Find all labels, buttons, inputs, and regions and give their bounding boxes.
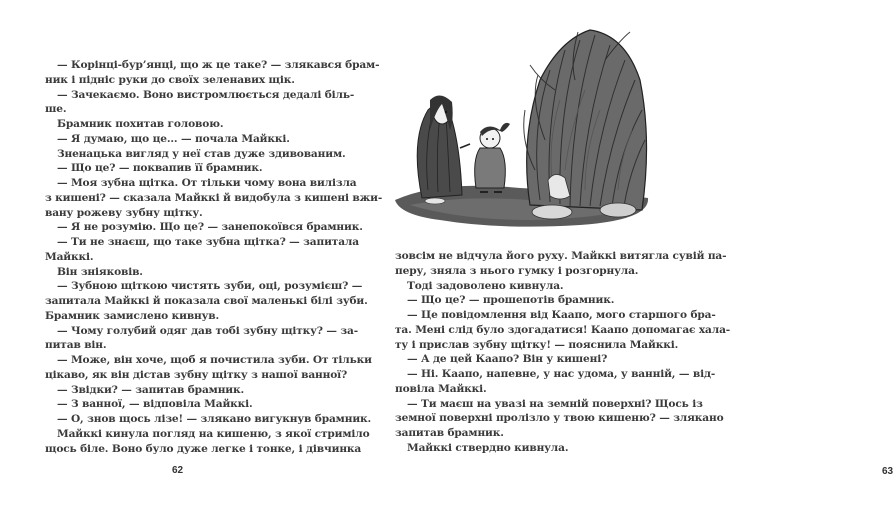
text-line: — Чому голубий одяг дав тобі зубну щітку? — за-: [57, 324, 358, 337]
text-line: — Що це? — поквапив її брамник.: [57, 162, 263, 175]
right-page-text: [395, 249, 731, 456]
illustration-gatekeeper-scene: [380, 20, 660, 235]
text-line: — Корінці-бур’янці, що ж це таке? — злякався брам-: [57, 59, 380, 71]
page-number-left: 62: [172, 465, 184, 476]
text-line: — З ванної, — відповіла Майккі.: [57, 398, 253, 411]
text-line: зовсім не відчула його руху. Майккі витягла сувій па-: [395, 250, 727, 262]
text-line: — Моя зубна щітка. От тільки чому вона вилізла: [57, 177, 357, 189]
text-line: запитала Майккі й показала свої маленькі білі зуби.: [45, 295, 368, 307]
text-line: Майккі кинула погляд на кишеню, з якої стриміло: [57, 427, 370, 440]
text-line: земної поверхні пролізло у твою кишеню? — злякано: [395, 412, 724, 425]
text-line: Зненацька вигляд у неї став дуже здивованим.: [57, 147, 346, 160]
text-line: Він зніяковів.: [57, 265, 143, 278]
text-line: — Це повідомлення від Каапо, мого старшого бра-: [407, 309, 716, 321]
text-line: — Ти маєш на увазі на земній поверхні? Щось із: [407, 397, 703, 410]
text-line: — О, знов щось лізе! — злякано вигукнув брамник.: [57, 413, 372, 425]
text-line: — Я думаю, що це... — почала Майккі.: [57, 132, 290, 145]
text-line: з кишені? — сказала Майккі й видобула з кишені вжи-: [45, 191, 383, 204]
illustration-image: [380, 20, 660, 235]
text-line: Майккі ствердно кивнула.: [407, 441, 569, 454]
page-number-right: 63: [882, 466, 893, 477]
text-line: ше.: [45, 103, 67, 116]
text-line: — Що це? — прошепотів брамник.: [407, 294, 615, 307]
left-page-text: [45, 58, 383, 456]
text-line: ту і прислав зубну щітку! — пояснила Майккі.: [395, 338, 679, 351]
text-line: — Ні. Каапо, напевне, у нас удома, у ванній, — від-: [407, 368, 716, 380]
text-line: — Звідки? — запитав брамник.: [57, 383, 245, 396]
text-line: — Зубною щіткою чистять зуби, оці, розумієш? —: [57, 280, 363, 293]
text-line: вану рожеву зубну щітку.: [45, 206, 203, 219]
text-line: — Ти не знаєш, що таке зубна щітка? — запитала: [57, 236, 359, 248]
text-line: Тоді задоволено кивнула.: [407, 279, 564, 292]
left-page: [0, 0, 383, 529]
text-line: щось біле. Воно було дуже легке і тонке, і дівчинка: [45, 442, 362, 455]
text-line: Майккі.: [45, 250, 94, 263]
text-line: запитав брамник.: [395, 427, 504, 439]
text-line: Брамник похитав головою.: [57, 118, 224, 130]
text-line: — Зачекаємо. Воно вистромлюється дедалі біль-: [57, 88, 355, 101]
text-line: — Може, він хоче, щоб я почистила зуби. От тільки: [57, 354, 372, 366]
text-line: Брамник замислено кивнув.: [45, 309, 220, 322]
text-line: повіла Майккі.: [395, 382, 487, 395]
text-line: — Я не розумію. Що це? — занепокоївся брамник.: [57, 221, 363, 234]
text-line: питав він.: [45, 339, 107, 352]
text-line: перу, зняла з нього гумку і розгорнула.: [395, 264, 639, 277]
text-line: ник і підніс руки до своїх зеленавих щік.: [45, 73, 295, 86]
text-line: цікаво, як він дістав зубну щітку з нашої ванної?: [45, 368, 348, 381]
text-line: — А де цей Каапо? Він у кишені?: [407, 353, 608, 366]
text-line: та. Мені слід було здогадатися! Каапо допомагає хала-: [395, 323, 731, 336]
